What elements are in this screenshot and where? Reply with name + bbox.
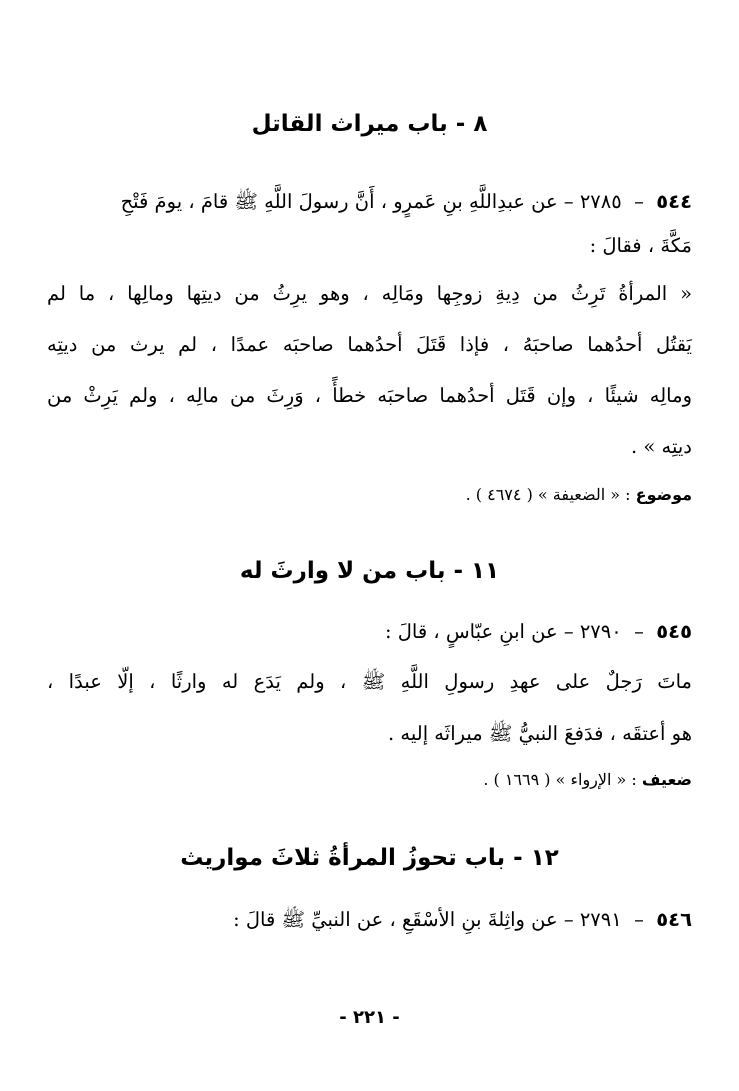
hadith-reference: ٢٧٩٠	[579, 620, 622, 643]
hadith-grade	[483, 770, 692, 789]
hadith-isnad-text: – عن ابنِ عبّاسٍ ، قالَ :	[384, 620, 574, 643]
grade-label: موضوع	[635, 485, 692, 504]
hadith-separator: –	[627, 620, 651, 643]
grade-label: ضعيف	[641, 770, 692, 789]
hadith-matn-line: ماتَ رَجلٌ على عهدِ رسولِ اللَّهِ ﷺ ، ولم يَدَع له وارثًا ، إلّا عبدًا ،	[47, 670, 692, 693]
hadith-reference: ٢٧٩١	[579, 908, 622, 931]
section-title: ١٢ - باب تحوزُ المرأةُ ثلاثَ مواريث	[180, 845, 559, 871]
hadith-matn-line: « المرأةُ تَرِثُ من دِيةِ زوجِها ومَالِه ، وهو يرِثُ من ديتِها ومالِها ، ما لم	[47, 282, 692, 305]
hadith-grade	[466, 485, 692, 504]
hadith-number: ٥٤٥	[656, 620, 692, 643]
hadith-isnad-text: – عن عبدِاللَّهِ بنِ عَمرٍو ، أَنَّ رسولَ اللَّهِ ﷺ قامَ ، يومَ فَتْحِ	[120, 190, 574, 213]
section-title: ١١ - باب من لا وارثَ له	[239, 558, 500, 584]
hadith-matn-line: يَقتُل أحدُهما صاحبَهُ ، فإذا قَتَلَ أحدُهما صاحبَه عمدًا ، لم يرث من ديتِه	[47, 333, 692, 356]
hadith-matn-line: ديتِه » .	[631, 435, 692, 458]
hadith-isnad	[233, 908, 692, 936]
hadith-separator: –	[627, 908, 651, 931]
hadith-isnad-text: – عن واثِلةَ بنِ الأسْقَعِ ، عن النبيِّ ﷺ قالَ :	[233, 908, 574, 931]
hadith-number: ٥٤٦	[656, 908, 692, 931]
hadith-reference: ٢٧٨٥	[579, 190, 622, 213]
hadith-isnad	[121, 190, 692, 218]
hadith-matn-line: ومالِه شيئًا ، وإن قَتَل أحدُهما صاحبَه خطأً ، وَرِثَ من مالِه ، ولم يَرِثْ من	[47, 384, 692, 407]
hadith-separator: –	[627, 190, 651, 213]
hadith-matn-line: هو أعتقَه ، فدَفعَ النبيُّ ﷺ ميراثَه إليه .	[388, 722, 692, 745]
hadith-number: ٥٤٤	[656, 190, 692, 213]
page-number: - ٢٢١ -	[339, 1007, 400, 1028]
hadith-isnad-continued: مَكَّةَ ، فقالَ :	[589, 234, 692, 257]
grade-source: : « الإرواء » ( ١٦٦٩ ) .	[483, 770, 637, 789]
grade-source: : « الضعيفة » ( ٤٦٧٤ ) .	[465, 485, 631, 504]
hadith-isnad	[385, 620, 692, 643]
section-title: ٨ - باب ميراث القاتل	[251, 111, 488, 137]
